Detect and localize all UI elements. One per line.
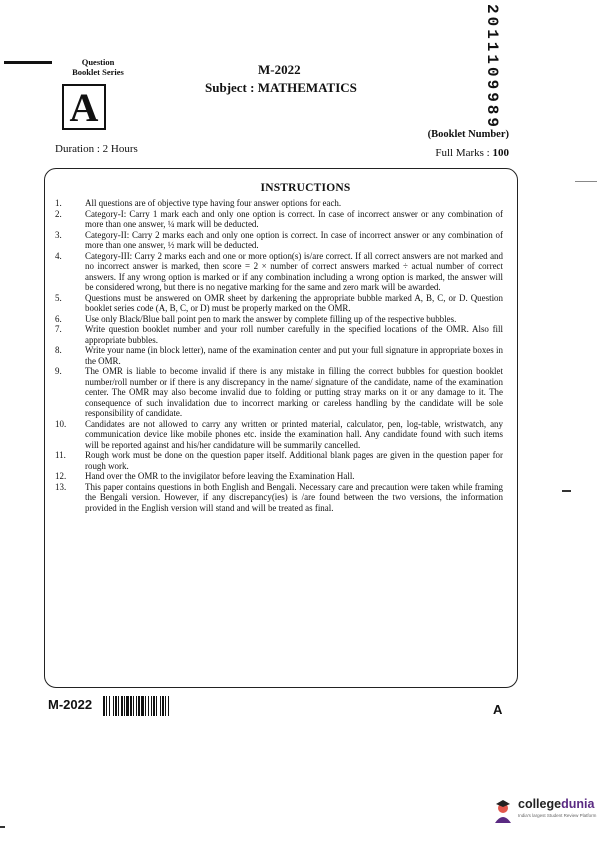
instruction-text: Category-III: Carry 2 marks each and one or more option(s) is/are correct. If all correct answers are not marked and no incorrect answer is marked, then score = 2 × number of correct answers marked ÷ actual number of correct answers. If any wrong option is marked or if any combination including a wrong option is marked, the answer will be considered wrong, but there is no negative marking for the same and zero mark will be awarded. — [85, 250, 503, 292]
barcode-bar — [124, 696, 125, 716]
instruction-text: Hand over the OMR to the invigilator before leaving the Examination Hall. — [85, 471, 355, 481]
barcode-bar — [168, 696, 169, 716]
barcode-bar — [145, 696, 146, 716]
instruction-text: All questions are of objective type having four answer options for each. — [85, 198, 342, 208]
collegedunia-watermark — [492, 797, 602, 827]
instruction-text: Rough work must be done on the question paper itself. Additional blank pages are given in the question paper for rough work. — [85, 450, 503, 471]
instruction-item — [55, 366, 503, 419]
barcode-bar — [165, 696, 166, 716]
instruction-number: 3. — [55, 229, 62, 240]
instruction-text: Write question booklet number and your roll number carefully in the specified locations of the OMR. Also fill appropriate bubbles. — [85, 324, 503, 345]
instructions-title: INSTRUCTIONS — [260, 182, 351, 194]
watermark-brand: collegedunia — [518, 797, 595, 811]
barcode-bar — [151, 696, 152, 716]
instruction-number: 1. — [55, 198, 62, 208]
instructions-list — [55, 198, 503, 513]
full-marks: Full Marks : 100 — [435, 147, 509, 159]
barcode-bar — [121, 696, 123, 716]
barcode-bar — [160, 696, 161, 716]
booklet-series-label: Question Booklet Series — [72, 57, 124, 77]
barcode-bar — [138, 696, 140, 716]
scan-mark — [0, 826, 5, 828]
barcode-bar — [106, 696, 107, 716]
booklet-number: 2011109989 — [483, 3, 501, 131]
barcode-bar — [141, 696, 144, 716]
instruction-number: 4. — [55, 250, 62, 261]
duration: Duration : 2 Hours — [55, 143, 138, 155]
instruction-number: 9. — [55, 366, 62, 376]
footer-series-letter: A — [493, 702, 503, 717]
graduate-icon — [492, 799, 514, 825]
full-marks-value: 100 — [492, 147, 509, 159]
barcode-bar — [103, 696, 105, 716]
instruction-item — [55, 324, 503, 345]
instruction-number: 8. — [55, 345, 62, 355]
instruction-text: Candidates are not allowed to carry any written or printed material, calculator, pen, log-table, wristwatch, any communication device like mobile phones etc. inside the examination hall. Any candidate found with such items will be reported against and his/her candidature will be summarily cancelled. — [85, 418, 503, 450]
instruction-item — [55, 471, 503, 482]
instruction-number: 7. — [55, 324, 62, 334]
watermark-tagline: India's largest Student Review Platform — [518, 813, 597, 818]
barcode — [103, 696, 203, 716]
instruction-item — [55, 450, 503, 471]
barcode-bar — [109, 696, 110, 716]
instruction-text: Questions must be answered on OMR sheet by darkening the appropriate bubble marked A, B, C, or D. Question booklet series code (A, B, C, or D) must be properly marked on the OMR. — [85, 292, 503, 313]
barcode-bar — [113, 696, 114, 716]
booklet-series-letter: A — [62, 84, 106, 130]
barcode-bar — [162, 696, 164, 716]
instruction-text: This paper contains questions in both English and Bengali. Necessary care and precaution were taken while framing the Bengali version. However, if any discrepancy(ies) is /are found between the two versions, the information provided in the English version will stand and will be treated as final. — [85, 481, 503, 513]
barcode-bar — [153, 696, 155, 716]
instruction-number: 13. — [55, 481, 67, 492]
margin-rule — [4, 61, 52, 64]
instruction-number: 10. — [55, 418, 67, 429]
instruction-item — [55, 419, 503, 451]
barcode-bar — [115, 696, 117, 716]
instruction-text: Use only Black/Blue ball point pen to mark the answer by complete filling up of the respective bubbles. — [85, 313, 457, 324]
barcode-bar — [136, 696, 137, 716]
instruction-item — [55, 209, 503, 230]
instruction-item — [55, 251, 503, 293]
scan-mark — [562, 490, 571, 492]
instruction-number: 12. — [55, 471, 67, 481]
booklet-number-caption: (Booklet Number) — [427, 129, 509, 140]
instruction-number: 6. — [55, 313, 62, 324]
instruction-item — [55, 198, 503, 209]
barcode-bar — [126, 696, 129, 716]
scan-mark — [575, 181, 597, 182]
barcode-bar — [118, 696, 119, 716]
barcode-bar — [156, 696, 157, 716]
barcode-bar — [148, 696, 149, 716]
instruction-item — [55, 293, 503, 314]
instruction-item — [55, 345, 503, 366]
instruction-number: 11. — [55, 450, 66, 460]
instruction-text: Category-II: Carry 2 marks each and only one option is correct. In case of incorrect answer or any combination of more than one answer, ½ mark will be deducted. — [85, 229, 503, 250]
footer-paper-code: M-2022 — [48, 697, 93, 712]
instruction-item — [55, 230, 503, 251]
instruction-item — [55, 314, 503, 325]
subject-title: Subject : MATHEMATICS — [205, 80, 357, 95]
paper-code: M-2022 — [258, 62, 301, 77]
instruction-number: 5. — [55, 292, 62, 303]
instruction-text: The OMR is liable to become invalid if there is any mistake in filling the correct bubbles for question booklet number/roll number or if there is any discrepancy in the name/ signature of the candidate, name of the examination center. The OMR may also become invalid due to folding or putting stray marks on it or any damage to it. The consequence of such invalidation due to incorrect marking or careless handling by the candidate will be sole responsibility of candidate. — [85, 366, 503, 418]
barcode-bar — [130, 696, 132, 716]
instruction-text: Write your name (in block letter), name of the examination center and put your full signature in appropriate boxes in the OMR. — [85, 345, 503, 366]
instruction-item — [55, 482, 503, 514]
instruction-number: 2. — [55, 208, 62, 219]
instruction-text: Category-I: Carry 1 mark each and only one option is correct. In case of incorrect answer or any combination of more than one answer, ¼ mark will be deducted. — [85, 208, 503, 229]
barcode-bar — [133, 696, 134, 716]
